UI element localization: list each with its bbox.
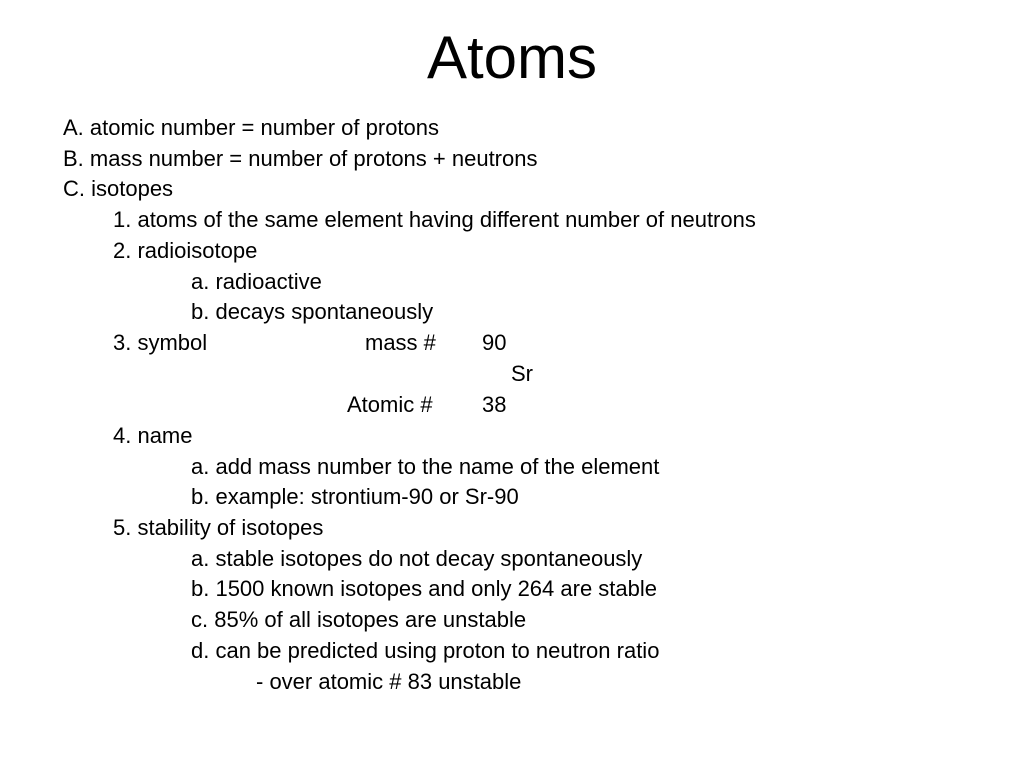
item-c5b: b. 1500 known isotopes and only 264 are stable [191, 576, 657, 601]
atomic-number-value: 38 [482, 392, 507, 417]
element-symbol: Sr [511, 361, 533, 386]
item-c2b: b. decays spontaneously [191, 299, 434, 324]
slide-title: Atoms [426, 24, 598, 91]
item-b: B. mass number = number of protons + neutrons [63, 146, 538, 171]
item-c5c: c. 85% of all isotopes are unstable [191, 607, 527, 632]
item-c5d1: - over atomic # 83 unstable [256, 669, 522, 694]
mass-number-value: 90 [482, 330, 507, 355]
item-c5d: d. can be predicted using proton to neutron ratio [191, 638, 660, 663]
item-c4: 4. name [113, 423, 193, 448]
item-c5: 5. stability of isotopes [113, 515, 324, 540]
item-c3: 3. symbol [113, 330, 208, 355]
item-c4a: a. add mass number to the name of the element [191, 454, 660, 479]
item-c: C. isotopes [63, 176, 174, 201]
atomic-number-label: Atomic # [347, 392, 433, 417]
mass-number-label: mass # [365, 330, 436, 355]
item-c2: 2. radioisotope [113, 238, 258, 263]
item-c2a: a. radioactive [191, 269, 322, 294]
item-c4b: b. example: strontium-90 or Sr-90 [191, 484, 519, 509]
item-c1: 1. atoms of the same element having different number of neutrons [113, 207, 756, 232]
item-c5a: a. stable isotopes do not decay spontaneously [191, 546, 643, 571]
item-a: A. atomic number = number of protons [63, 115, 440, 140]
